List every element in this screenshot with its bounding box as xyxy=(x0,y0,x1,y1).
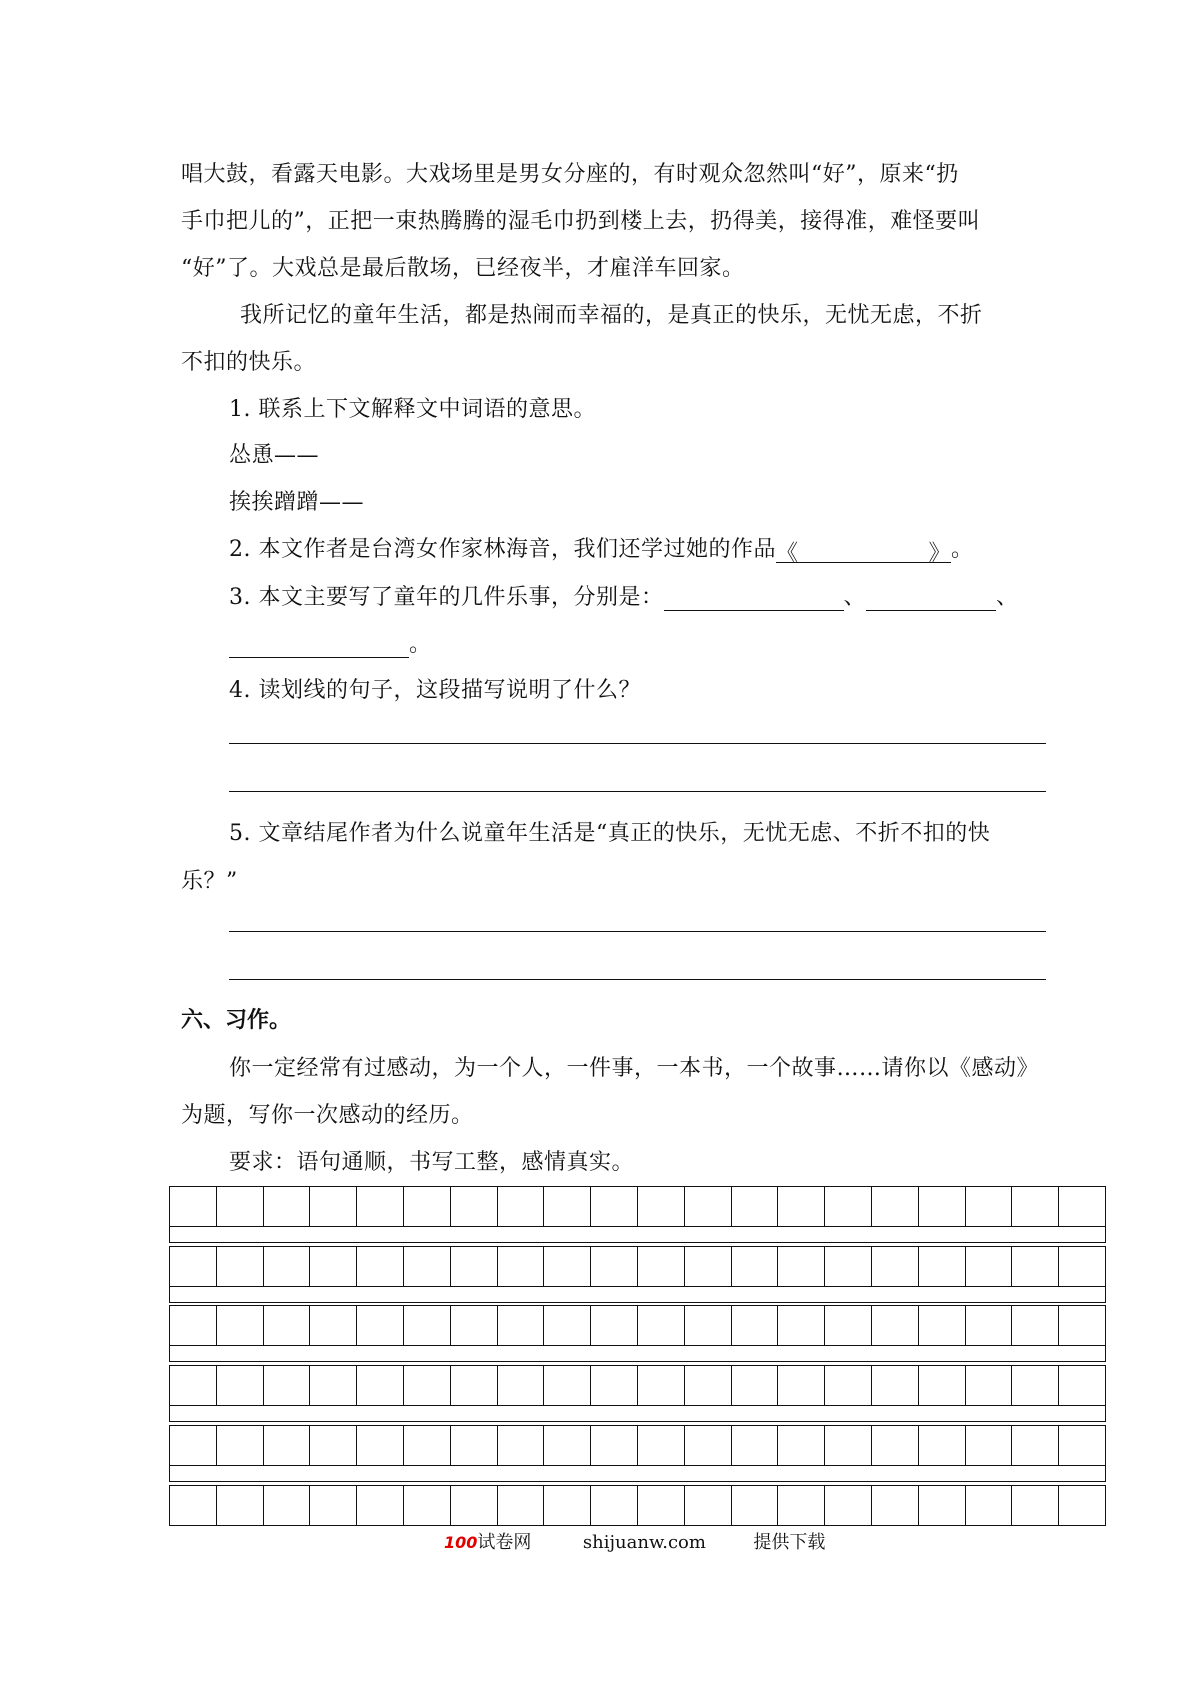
grid-cell[interactable] xyxy=(732,1306,779,1345)
question-2-answer-blank[interactable] xyxy=(776,536,952,566)
grid-cell[interactable] xyxy=(217,1486,264,1525)
grid-cell[interactable] xyxy=(591,1247,638,1286)
grid-row xyxy=(169,1365,1106,1406)
grid-cell[interactable] xyxy=(638,1247,685,1286)
grid-cell[interactable] xyxy=(732,1486,779,1525)
grid-cell[interactable] xyxy=(498,1366,545,1405)
grid-cell[interactable] xyxy=(1059,1306,1105,1345)
grid-cell[interactable] xyxy=(310,1366,357,1405)
grid-cell[interactable] xyxy=(404,1247,451,1286)
grid-cell[interactable] xyxy=(685,1426,732,1465)
grid-spacer xyxy=(169,1227,1106,1243)
question-1: 1. 联系上下文解释文中词语的意思。 xyxy=(229,397,596,422)
grid-cell[interactable] xyxy=(685,1306,732,1345)
question-3 xyxy=(229,580,1019,611)
grid-row xyxy=(169,1246,1106,1287)
grid-cell[interactable] xyxy=(544,1486,591,1525)
grid-cell[interactable] xyxy=(170,1366,217,1405)
grid-cell[interactable] xyxy=(966,1306,1013,1345)
grid-cell[interactable] xyxy=(264,1486,311,1525)
grid-cell[interactable] xyxy=(778,1486,825,1525)
grid-cell[interactable] xyxy=(591,1306,638,1345)
passage-line: 我所记忆的童年生活，都是热闹而幸福的，是真正的快乐，无忧无虑，不折 xyxy=(240,303,983,328)
grid-cell[interactable] xyxy=(825,1306,872,1345)
grid-cell[interactable] xyxy=(451,1187,498,1226)
grid-cell[interactable] xyxy=(544,1306,591,1345)
grid-cell[interactable] xyxy=(778,1247,825,1286)
composition-prompt-line-1: 你一定经常有过感动，为一个人，一件事，一本书，一个故事……请你以《感动》 xyxy=(229,1056,1040,1081)
passage-line: 不扣的快乐。 xyxy=(181,350,317,375)
grid-cell[interactable] xyxy=(919,1486,966,1525)
grid-cell[interactable] xyxy=(451,1366,498,1405)
grid-cell[interactable] xyxy=(685,1366,732,1405)
grid-cell[interactable] xyxy=(451,1426,498,1465)
grid-row xyxy=(169,1485,1106,1526)
grid-cell[interactable] xyxy=(310,1426,357,1465)
question-3-text: 3. 本文主要写了童年的几件乐事，分别是： xyxy=(229,585,664,610)
grid-cell[interactable] xyxy=(825,1426,872,1465)
grid-cell[interactable] xyxy=(170,1426,217,1465)
grid-cell[interactable] xyxy=(638,1306,685,1345)
grid-cell[interactable] xyxy=(264,1247,311,1286)
grid-cell[interactable] xyxy=(264,1187,311,1226)
grid-cell[interactable] xyxy=(1012,1247,1059,1286)
grid-cell[interactable] xyxy=(544,1426,591,1465)
passage-line: 唱大鼓，看露天电影。大戏场里是男女分座的，有时观众忽然叫“好”，原来“扔 xyxy=(181,162,959,187)
grid-cell[interactable] xyxy=(217,1366,264,1405)
grid-cell[interactable] xyxy=(919,1247,966,1286)
grid-cell[interactable] xyxy=(1059,1247,1105,1286)
grid-cell[interactable] xyxy=(1059,1366,1105,1405)
grid-cell[interactable] xyxy=(638,1486,685,1525)
grid-cell[interactable] xyxy=(357,1247,404,1286)
grid-cell[interactable] xyxy=(357,1426,404,1465)
site-domain: shijuanw.com xyxy=(582,1532,706,1553)
grid-cell[interactable] xyxy=(170,1187,217,1226)
grid-cell[interactable] xyxy=(872,1486,919,1525)
grid-cell[interactable] xyxy=(685,1486,732,1525)
grid-row xyxy=(169,1305,1106,1346)
grid-cell[interactable] xyxy=(732,1366,779,1405)
grid-cell[interactable] xyxy=(1012,1486,1059,1525)
grid-cell[interactable] xyxy=(170,1306,217,1345)
answer-blank-3[interactable] xyxy=(229,635,409,658)
grid-cell[interactable] xyxy=(357,1486,404,1525)
grid-cell[interactable] xyxy=(1059,1426,1105,1465)
question-1-term-2: 挨挨蹭蹭—— xyxy=(229,490,365,515)
grid-cell[interactable] xyxy=(966,1366,1013,1405)
grid-cell[interactable] xyxy=(310,1306,357,1345)
grid-cell[interactable] xyxy=(591,1426,638,1465)
grid-cell[interactable] xyxy=(404,1486,451,1525)
separator: 、 xyxy=(996,585,1019,610)
grid-cell[interactable] xyxy=(1012,1187,1059,1226)
answer-line[interactable] xyxy=(229,979,1046,980)
grid-cell[interactable] xyxy=(778,1187,825,1226)
grid-cell[interactable] xyxy=(1012,1306,1059,1345)
grid-cell[interactable] xyxy=(451,1306,498,1345)
question-2-text: 2. 本文作者是台湾女作家林海音，我们还学过她的作品 xyxy=(229,537,776,562)
grid-spacer xyxy=(169,1287,1106,1303)
question-3-end: 。 xyxy=(409,632,432,657)
book-title-close: 》 xyxy=(928,541,952,566)
grid-cell[interactable] xyxy=(498,1247,545,1286)
grid-cell[interactable] xyxy=(217,1187,264,1226)
grid-cell[interactable] xyxy=(778,1366,825,1405)
grid-cell[interactable] xyxy=(638,1366,685,1405)
grid-cell[interactable] xyxy=(919,1187,966,1226)
question-2 xyxy=(229,532,974,566)
grid-cell[interactable] xyxy=(966,1486,1013,1525)
grid-cell[interactable] xyxy=(357,1306,404,1345)
grid-cell[interactable] xyxy=(825,1247,872,1286)
grid-cell[interactable] xyxy=(825,1366,872,1405)
answer-line[interactable] xyxy=(229,791,1046,792)
grid-cell[interactable] xyxy=(217,1306,264,1345)
grid-spacer xyxy=(169,1346,1106,1362)
grid-cell[interactable] xyxy=(732,1187,779,1226)
grid-cell[interactable] xyxy=(966,1187,1013,1226)
grid-cell[interactable] xyxy=(872,1187,919,1226)
grid-cell[interactable] xyxy=(919,1426,966,1465)
composition-prompt-line-2: 为题，写你一次感动的经历。 xyxy=(181,1103,474,1128)
grid-cell[interactable] xyxy=(1012,1426,1059,1465)
question-3-continued xyxy=(229,627,432,658)
answer-blank-2[interactable] xyxy=(866,588,996,611)
grid-cell[interactable] xyxy=(310,1486,357,1525)
grid-cell[interactable] xyxy=(638,1187,685,1226)
grid-cell[interactable] xyxy=(404,1306,451,1345)
grid-cell[interactable] xyxy=(825,1187,872,1226)
grid-cell[interactable] xyxy=(778,1426,825,1465)
grid-cell[interactable] xyxy=(544,1187,591,1226)
question-4: 4. 读划线的句子，这段描写说明了什么？ xyxy=(229,678,641,703)
grid-spacer xyxy=(169,1466,1106,1482)
grid-cell[interactable] xyxy=(404,1426,451,1465)
grid-cell[interactable] xyxy=(919,1366,966,1405)
grid-cell[interactable] xyxy=(1012,1366,1059,1405)
question-1-term-1: 怂恿—— xyxy=(229,443,320,468)
grid-cell[interactable] xyxy=(217,1426,264,1465)
grid-cell[interactable] xyxy=(544,1366,591,1405)
site-logo: 100 xyxy=(444,1533,478,1552)
grid-cell[interactable] xyxy=(872,1247,919,1286)
answer-line[interactable] xyxy=(229,931,1046,932)
grid-cell[interactable] xyxy=(498,1306,545,1345)
grid-cell[interactable] xyxy=(217,1247,264,1286)
grid-cell[interactable] xyxy=(919,1306,966,1345)
grid-cell[interactable] xyxy=(685,1247,732,1286)
grid-cell[interactable] xyxy=(872,1306,919,1345)
grid-cell[interactable] xyxy=(591,1486,638,1525)
answer-line[interactable] xyxy=(229,743,1046,744)
grid-cell[interactable] xyxy=(357,1366,404,1405)
grid-cell[interactable] xyxy=(872,1426,919,1465)
grid-cell[interactable] xyxy=(451,1247,498,1286)
grid-cell[interactable] xyxy=(310,1187,357,1226)
grid-cell[interactable] xyxy=(451,1486,498,1525)
grid-cell[interactable] xyxy=(732,1426,779,1465)
grid-cell[interactable] xyxy=(544,1247,591,1286)
grid-cell[interactable] xyxy=(591,1187,638,1226)
footer-note: 提供下载 xyxy=(753,1532,826,1553)
grid-cell[interactable] xyxy=(264,1306,311,1345)
footer xyxy=(444,1528,825,1554)
grid-cell[interactable] xyxy=(498,1187,545,1226)
grid-cell[interactable] xyxy=(404,1187,451,1226)
section-heading: 六、习作。 xyxy=(181,1008,292,1033)
grid-cell[interactable] xyxy=(1059,1486,1105,1525)
grid-row xyxy=(169,1425,1106,1466)
grid-cell[interactable] xyxy=(825,1486,872,1525)
question-5-line-1: 5. 文章结尾作者为什么说童年生活是“真正的快乐，无忧无虑、不折不扣的快 xyxy=(229,821,991,846)
answer-blank-1[interactable] xyxy=(664,588,844,611)
grid-cell[interactable] xyxy=(170,1486,217,1525)
question-5-line-2: 乐？” xyxy=(181,869,238,894)
grid-cell[interactable] xyxy=(357,1187,404,1226)
passage-line: 手巾把儿的”，正把一束热腾腾的湿毛巾扔到楼上去，扔得美，接得准，难怪要叫 xyxy=(181,209,981,234)
grid-row xyxy=(169,1186,1106,1227)
grid-cell[interactable] xyxy=(872,1366,919,1405)
question-2-end: 。 xyxy=(951,537,974,562)
grid-spacer xyxy=(169,1406,1106,1422)
grid-cell[interactable] xyxy=(591,1366,638,1405)
composition-requirement: 要求：语句通顺，书写工整，感情真实。 xyxy=(229,1150,635,1175)
site-name: 试卷网 xyxy=(477,1532,532,1553)
grid-cell[interactable] xyxy=(966,1247,1013,1286)
grid-cell[interactable] xyxy=(498,1486,545,1525)
grid-cell[interactable] xyxy=(685,1187,732,1226)
grid-cell[interactable] xyxy=(966,1426,1013,1465)
grid-cell[interactable] xyxy=(1059,1187,1105,1226)
grid-cell[interactable] xyxy=(778,1306,825,1345)
grid-cell[interactable] xyxy=(498,1426,545,1465)
grid-cell[interactable] xyxy=(170,1247,217,1286)
grid-cell[interactable] xyxy=(638,1426,685,1465)
grid-cell[interactable] xyxy=(404,1366,451,1405)
grid-cell[interactable] xyxy=(732,1247,779,1286)
grid-cell[interactable] xyxy=(310,1247,357,1286)
separator: 、 xyxy=(843,585,867,610)
book-title-open: 《 xyxy=(776,541,799,566)
grid-cell[interactable] xyxy=(264,1366,311,1405)
passage-line: “好”了。大戏总是最后散场，已经夜半，才雇洋车回家。 xyxy=(181,256,745,281)
grid-cell[interactable] xyxy=(264,1426,311,1465)
